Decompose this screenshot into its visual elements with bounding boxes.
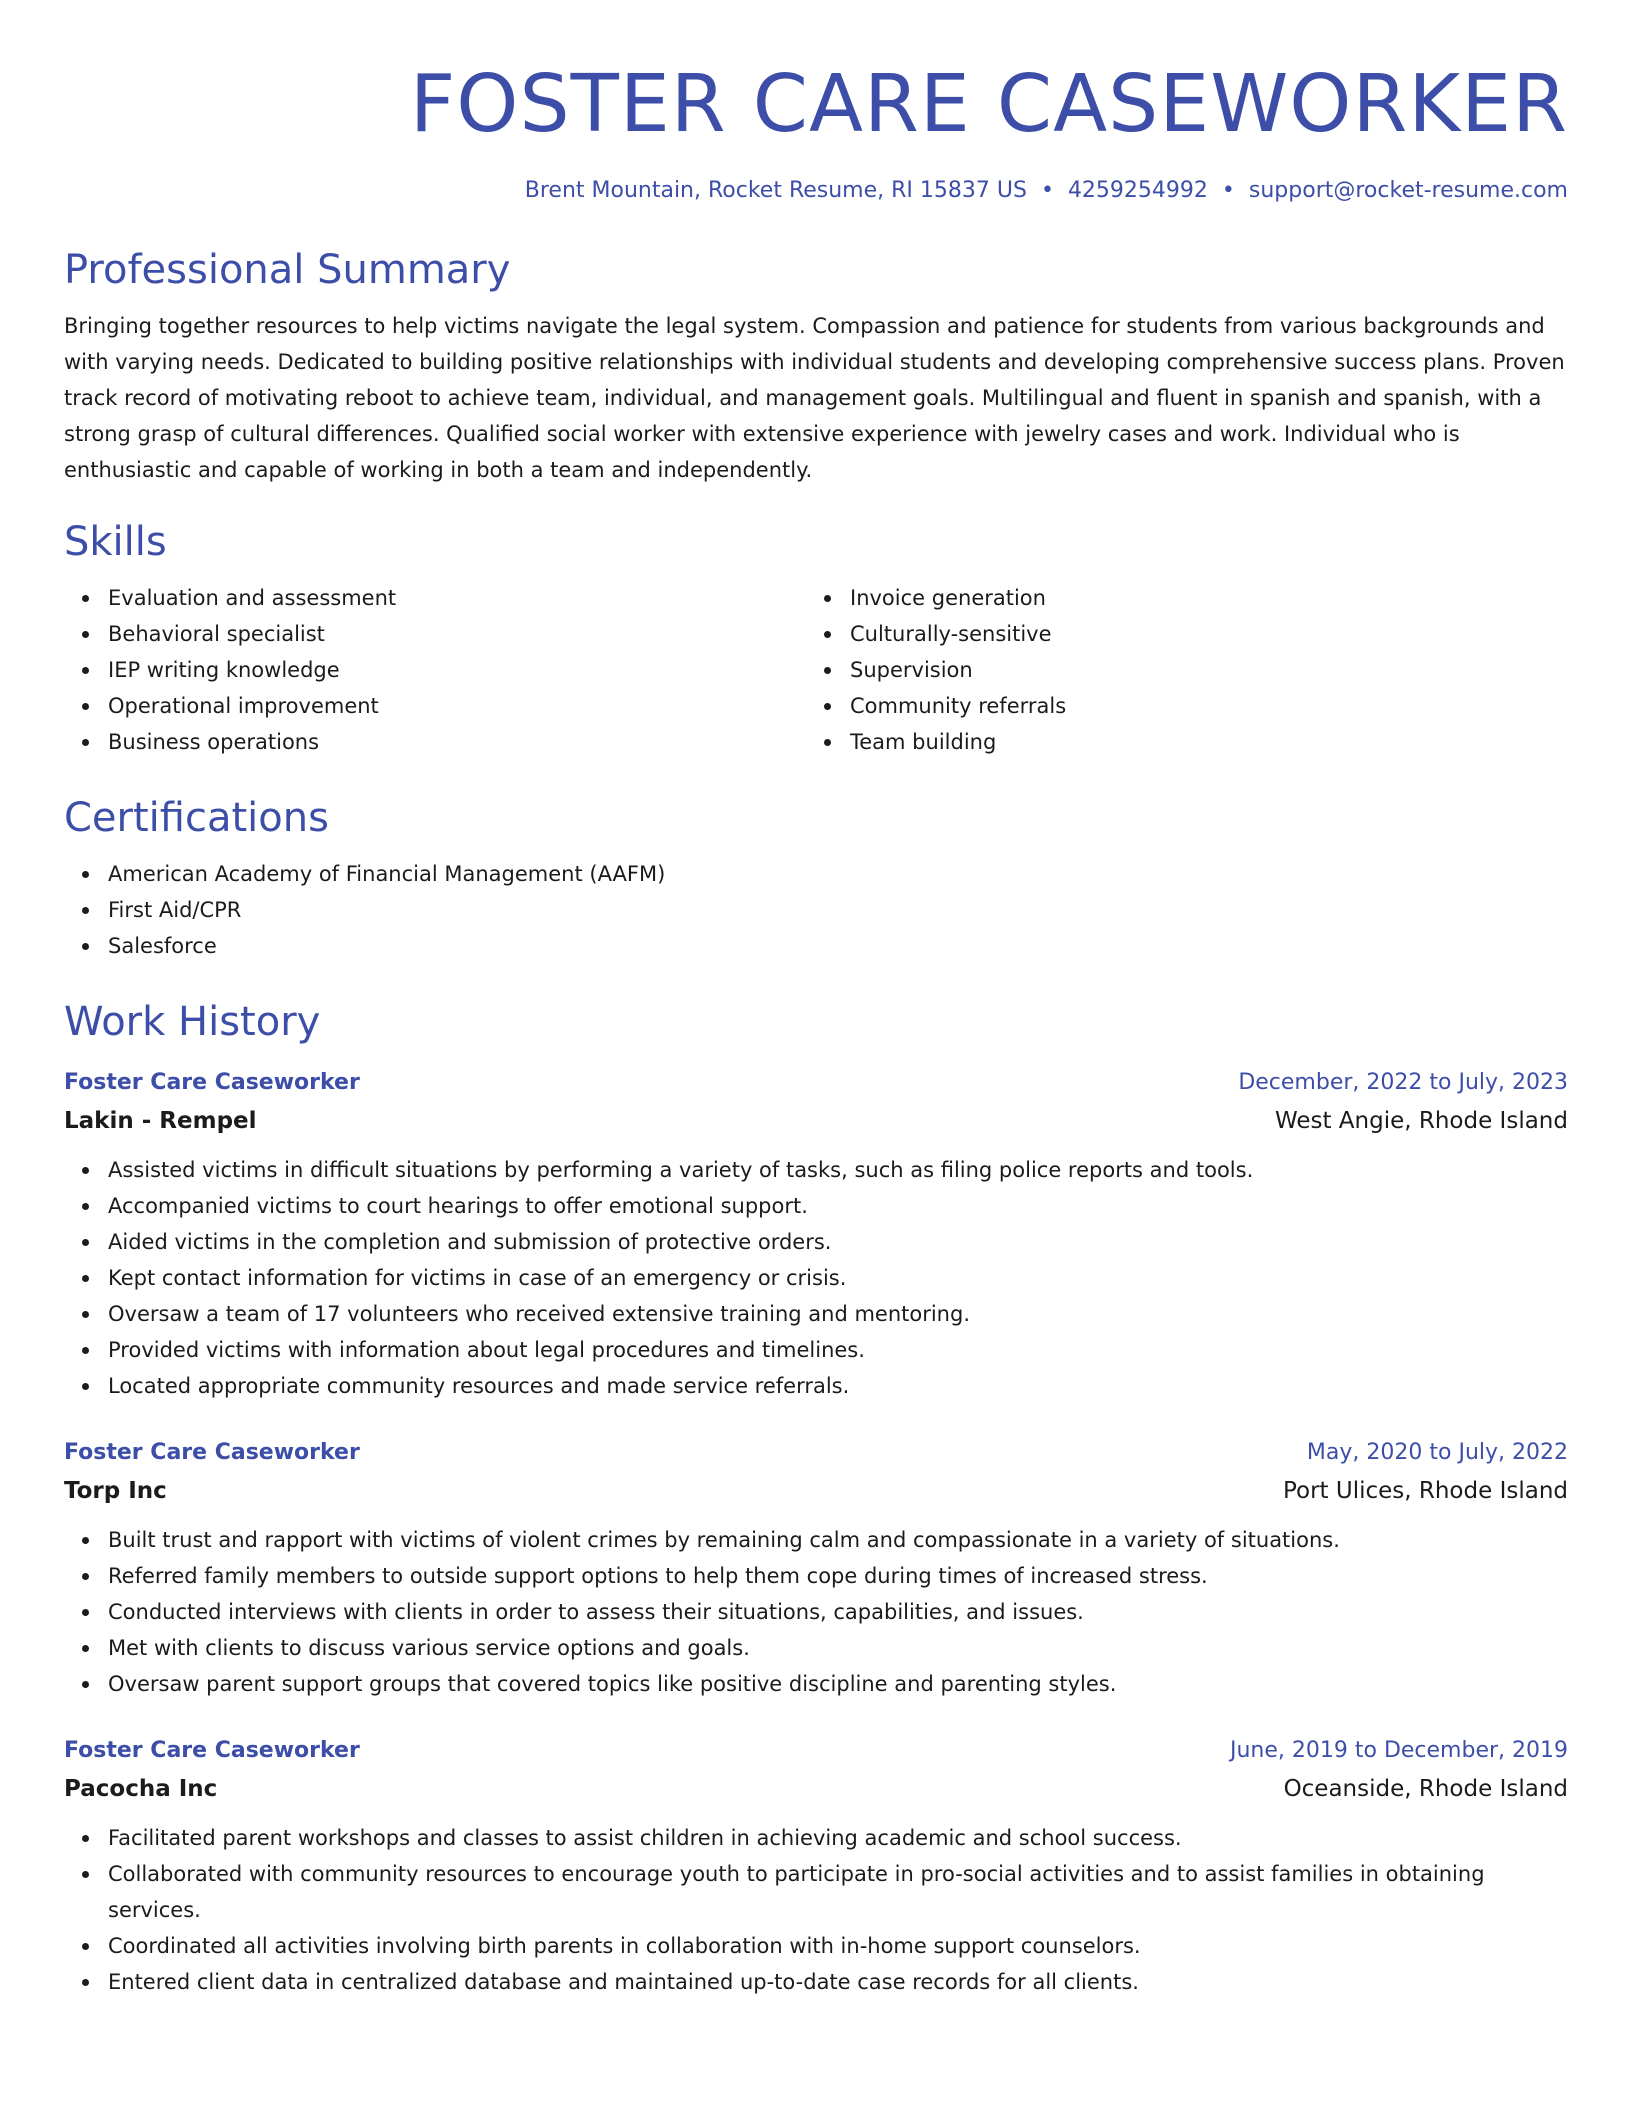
job-duty: Provided victims with information about legal procedures and timelines. xyxy=(108,1332,1568,1368)
certification-item: Salesforce xyxy=(108,928,1568,964)
contact-address: Brent Mountain, Rocket Resume, RI 15837 US xyxy=(524,178,1027,203)
work-history-heading: Work History xyxy=(64,999,321,1045)
job-title: Foster Care Caseworker xyxy=(64,1738,360,1763)
job-duties-list xyxy=(64,1152,1568,1404)
job-duties-list xyxy=(64,1820,1568,2000)
job-location: West Angie, Rhode Island xyxy=(1274,1108,1568,1134)
skill-item: Behavioral specialist xyxy=(108,616,806,652)
job-company: Pacocha Inc xyxy=(64,1776,218,1802)
job-duty: Accompanied victims to court hearings to offer emotional support. xyxy=(108,1188,1568,1224)
job-duty: Entered client data in centralized database and maintained up-to-date case records for all clients. xyxy=(108,1964,1568,2000)
job-duty: Assisted victims in difficult situations by performing a variety of tasks, such as filing police reports and tools. xyxy=(108,1152,1568,1188)
candidate-name: FOSTER CARE CASEWORKER xyxy=(409,58,1568,150)
skill-item: Community referrals xyxy=(850,688,1548,724)
job-dates: June, 2019 to December, 2019 xyxy=(1229,1738,1568,1763)
skill-item: Business operations xyxy=(108,724,806,760)
job-duty: Kept contact information for victims in case of an emergency or crisis. xyxy=(108,1260,1568,1296)
job-duty: Facilitated parent workshops and classes to assist children in achieving academic and school success. xyxy=(108,1820,1568,1856)
job-duty: Coordinated all activities involving birth parents in collaboration with in-home support counselors. xyxy=(108,1928,1568,1964)
certifications-heading: Certifications xyxy=(64,795,329,841)
skill-item: IEP writing knowledge xyxy=(108,652,806,688)
certification-item: American Academy of Financial Management (AAFM) xyxy=(108,856,1568,892)
summary-heading: Professional Summary xyxy=(64,247,511,293)
job-entry xyxy=(64,1732,1568,2000)
job-duty: Collaborated with community resources to encourage youth to participate in pro-social activities and to assist families in obtaining services. xyxy=(108,1856,1568,1928)
job-entry xyxy=(64,1064,1568,1404)
job-duty: Located appropriate community resources and made service referrals. xyxy=(108,1368,1568,1404)
job-title: Foster Care Caseworker xyxy=(64,1070,360,1095)
contact-email[interactable]: support@rocket-resume.com xyxy=(1248,178,1568,203)
job-duty: Referred family members to outside support options to help them cope during times of increased stress. xyxy=(108,1558,1568,1594)
job-duty: Met with clients to discuss various service options and goals. xyxy=(108,1630,1568,1666)
job-entry xyxy=(64,1434,1568,1702)
job-duty: Built trust and rapport with victims of violent crimes by remaining calm and compassionate in a variety of situations. xyxy=(108,1522,1568,1558)
job-dates: May, 2020 to July, 2022 xyxy=(1306,1440,1568,1465)
skills-heading: Skills xyxy=(64,519,167,565)
skills-column-left xyxy=(64,580,806,760)
job-company: Torp Inc xyxy=(64,1478,167,1504)
skills-column-right xyxy=(806,580,1548,760)
certifications-list xyxy=(64,856,1568,964)
job-duties-list xyxy=(64,1522,1568,1702)
resume-page xyxy=(64,0,1568,2112)
job-duty: Conducted interviews with clients in order to assess their situations, capabilities, and issues. xyxy=(108,1594,1568,1630)
job-duty: Aided victims in the completion and submission of protective orders. xyxy=(108,1224,1568,1260)
job-duty: Oversaw a team of 17 volunteers who received extensive training and mentoring. xyxy=(108,1296,1568,1332)
certification-item: First Aid/CPR xyxy=(108,892,1568,928)
job-title: Foster Care Caseworker xyxy=(64,1440,360,1465)
skill-item: Operational improvement xyxy=(108,688,806,724)
skill-item: Team building xyxy=(850,724,1548,760)
contact-phone: 4259254992 xyxy=(1067,178,1208,203)
contact-separator: • xyxy=(1040,178,1054,203)
job-company: Lakin - Rempel xyxy=(64,1108,257,1134)
job-location: Port Ulices, Rhode Island xyxy=(1282,1478,1568,1504)
job-location: Oceanside, Rhode Island xyxy=(1283,1776,1568,1802)
contact-separator: • xyxy=(1221,178,1235,203)
skill-item: Invoice generation xyxy=(850,580,1548,616)
contact-line xyxy=(64,176,1568,206)
skills-list xyxy=(64,580,1568,760)
skill-item: Evaluation and assessment xyxy=(108,580,806,616)
job-dates: December, 2022 to July, 2023 xyxy=(1238,1070,1568,1095)
job-duty: Oversaw parent support groups that covered topics like positive discipline and parenting styles. xyxy=(108,1666,1568,1702)
summary-text: Bringing together resources to help victims navigate the legal system. Compassion and patience for students from various backgrounds and with varying needs. Dedicated to building positive relationships with individual students and developing comprehensive success plans. Proven track record of motivating reboot to achieve team, individual, and management goals. Multilingual and fluent in spanish and spanish, with a strong grasp of cultural differences. Qualified social worker with extensive experience with jewelry cases and work. Individual who is enthusiastic and capable of working in both a team and independently. xyxy=(64,314,1565,482)
skill-item: Supervision xyxy=(850,652,1548,688)
skill-item: Culturally-sensitive xyxy=(850,616,1548,652)
